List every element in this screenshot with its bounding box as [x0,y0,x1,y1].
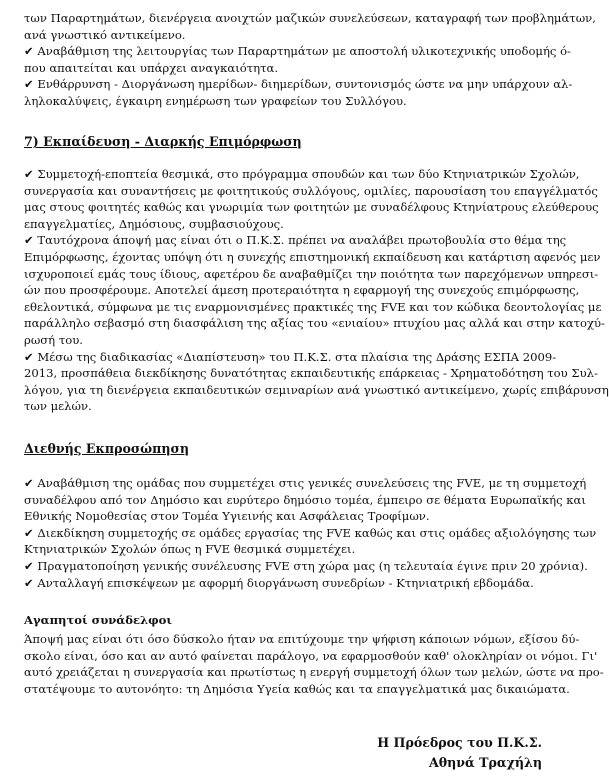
text-line: συναδέλφου από τον Δημόσιο και ευρύτερο δημόσιο τομέα, έμπειρο σε θέματα Ευρωπαϊκής και [24,492,586,507]
text-line: επαγγελματίες, Δημόσιους, συμβασιούχους. [24,216,284,231]
text-line: ✔ Αναβάθμιση της λειτουργίας των Παραρτημάτων με αποστολή υλικοτεχνικής υποδομής ό- [24,44,571,59]
signature-title: Η Πρόεδρος του Π.Κ.Σ. [377,735,542,750]
text-line: ρωσή του. [24,332,83,347]
text-line: ✔ Ανταλλαγή επισκέψεων με αφορμή διοργάνωση συνεδρίων - Κτηνιατρική εβδομάδα. [24,575,534,590]
text-line: 2013, προσπάθεια διεκδίκησης δυνατότητας εκπαιδευτικής επάρκειας - Χρηματοδότηση του Συλ- [24,366,598,381]
text-line: ✔ Μέσω της διαδικασίας «Διαπίστευση» του Π.Κ.Σ. στα πλαίσια της Δράσης ΕΣΠΑ 2009- [24,349,557,364]
text-line: μας στους φοιτητές καθώς και γνωριμία των φοιτητών με συναδέλφους Κτηνίατρους ελεύθερους [24,200,599,215]
text-line: αυτό χρειάζεται η συνεργασία και πρωτίστως η ενεργή συμμετοχή όλων των μελών, ώστε να προ- [24,665,604,680]
text-line: ✔ Αναβάθμιση της ομάδας που συμμετέχει στις γενικές συνελεύσεις της FVE, με τη συμμετοχή [24,476,587,490]
text-line: ✔ Συμμετοχή-εποπτεία θεσμικά, στο πρόγραμμα σπουδών και των δύο Κτηνιατρικών Σχολών, [24,167,580,181]
subheading-dear-colleagues: Αγαπητοί συνάδελφοι [24,613,172,627]
section-heading-international: Διεθνής Εκπροσώπηση [24,441,189,456]
section-heading-education: 7) Εκπαίδευση - Διαρκής Επιμόρφωση [24,134,302,149]
text-line: ών που προσφέρουμε. Αποτελεί άμεση προτεραιότητα η εφαρμογή της συνεχούς επιμόρφωσης, [24,283,580,298]
text-line: των Παραρτημάτων, διενέργεια ανοιχτών μαζικών συνελεύσεων, καταγραφή των προβλημάτων, [24,11,596,25]
block-3 [24,475,597,591]
text-line: ισχυροποιεί εμάς τους ίδιους, αφετέρου δε αναβαθμίζει την ποιότητα των παρεχόμενων υπηρεσι- [24,266,599,281]
text-line: σκολο είναι, όσο και αν αυτό φαίνεται παράλογο, να εφαρμοσθούν καθ' ολοκληρίαν οι νόμοι. Γι' [24,648,598,663]
text-line: των μελών. [24,399,92,414]
text-line: εθελοντικά, σύμφωνα με τις εναρμονισμένες πρακτικές της FVE και τον κώδικα δεοντολογίας με [24,299,602,314]
block-2 [24,166,609,415]
text-line: ✔ Ενθάρρυνση - Διοργάνωση ημερίδων- διημερίδων, συντονισμός ώστε να μην υπάρχουν αλ- [24,77,573,92]
text-line: λόγου, για τη διενέργεια εκπαιδευτικών σεμιναρίων ανά γνωστικό αντικείμενο, χωρίς επιβάρυνση [24,382,609,397]
block-4 [24,631,604,697]
text-line: που απαιτείται και υπάρχει αναγκαιότητα. [24,60,279,75]
text-line: στατέψουμε το αυτονόητο: τη Δημόσια Υγεία καθώς και τα επαγγελματικά μας δικαιώματα. [24,681,570,696]
text-line: Εθνικής Νομοθεσίας στον Τομέα Υγιεινής και Ασφάλειας Τροφίμων. [24,509,430,524]
text-line: παράλληλο σεβασμό στη διασφάλιση της αξίας του «ενιαίου» πτυχίου μας αλλά και στην κατοχύ- [24,316,605,331]
text-line: Κτηνιατρικών Σχολών όπως η FVE θεσμικά συμμετέχει. [24,542,356,557]
text-line: ✔ Πραγματοποίηση γενικής συνέλευσης FVE στη χώρα μας (η τελευταία έγινε πριν 20 χρόνια). [24,558,588,573]
block-1 [24,10,596,110]
text-line: συνεργασία και συναντήσεις με φοιτητικούς συλλόγους, ομιλίες, παρουσίαση του επαγγέλματός [24,183,598,198]
text-line: ✔ Ταυτόχρονα άποψή μας είναι ότι ο Π.Κ.Σ. πρέπει να αναλάβει πρωτοβουλία στο θέμα της [24,233,567,248]
text-line: Άποψή μας είναι ότι όσο δύσκολο ήταν να επιτύχουμε την ψήφιση κάποιων νόμων, εξίσου δύ- [24,632,580,646]
text-line: ανά γνωστικό αντικείμενο. [24,27,186,42]
text-line: Επιμόρφωσης, έχοντας υπόψη ότι η συνεχής επιστημονική εκπαίδευση και κατάρτιση αφενός μεν [24,249,601,264]
text-line: ληλοκαλύψεις, έγκαιρη ενημέρωση των γραφείων του Συλλόγου. [24,93,407,108]
text-line: ✔ Διεκδίκηση συμμετοχής σε ομάδες εργασίας της FVE καθώς και στις ομάδες αξιολόγησης των [24,525,597,540]
signature-name: Αθηνά Τραχήλη [428,755,542,770]
